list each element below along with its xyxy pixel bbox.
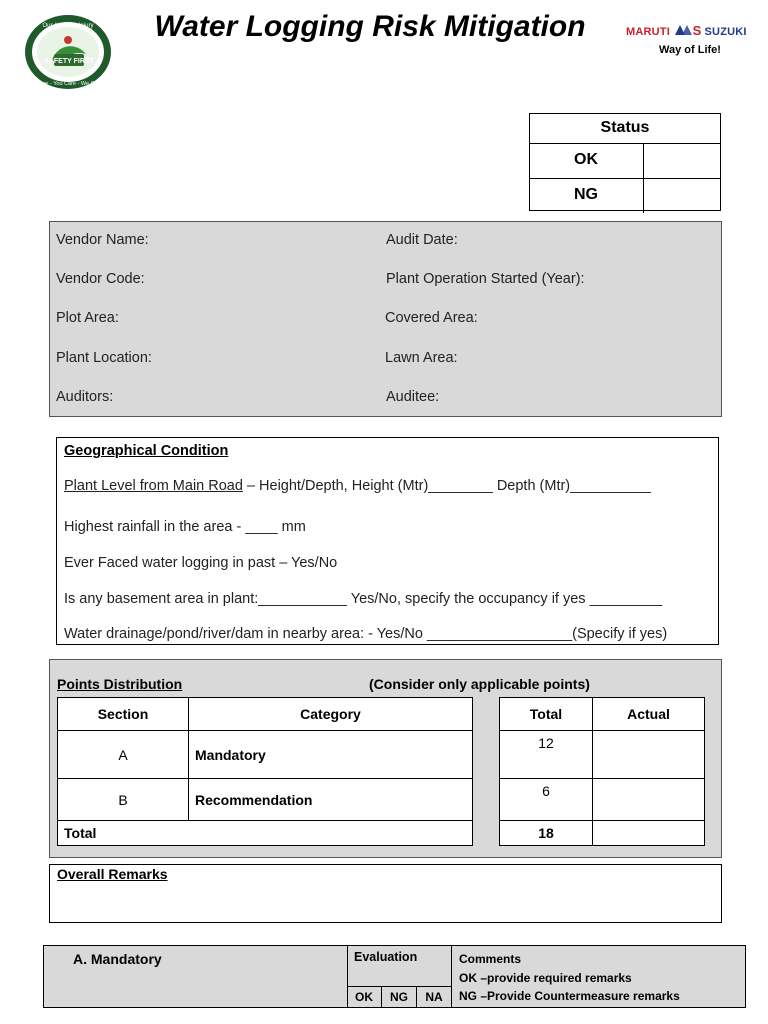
eval-col-ok: OK — [347, 987, 382, 1008]
vendor-info-section — [49, 221, 722, 417]
eval-col-na: NA — [425, 990, 443, 1004]
points-distribution-section — [49, 659, 722, 858]
evaluation-label: Evaluation — [354, 950, 418, 964]
audit-date-label: Audit Date: — [386, 232, 458, 248]
plant-level-label: Plant Level from Main Road — [64, 478, 243, 494]
table-row — [500, 779, 705, 821]
status-label: OK — [530, 144, 644, 178]
svg-text:SAFETY FIRST: SAFETY FIRST — [44, 58, 94, 65]
status-row-ok — [530, 144, 720, 179]
total-header: Total — [500, 698, 593, 731]
section-cell: A — [58, 731, 189, 779]
table-row — [500, 731, 705, 779]
brand-name-right: SUZUKI — [704, 26, 747, 38]
total-cell: 6 — [500, 779, 593, 821]
comments-ok-note: OK –provide required remarks — [459, 970, 632, 985]
covered-area-label: Covered Area: — [385, 310, 478, 326]
evaluation-subcolumns — [347, 986, 451, 1008]
total-row — [500, 821, 705, 846]
drainage-line: Water drainage/pond/river/dam in nearby area: - Yes/No __________________(Specify if yes) — [64, 626, 668, 642]
total-label: Total — [58, 821, 473, 846]
category-header: Category — [189, 698, 473, 731]
plant-location-label: Plant Location: — [56, 350, 152, 366]
category-cell: Recommendation — [189, 779, 473, 821]
points-note: (Consider only applicable points) — [369, 676, 590, 692]
geographical-condition-section — [56, 437, 719, 645]
rainfall-line: Highest rainfall in the area - ____ mm — [64, 519, 306, 535]
plot-area-label: Plot Area: — [56, 310, 119, 326]
geo-heading: Geographical Condition — [64, 443, 229, 459]
svg-text:I Care - You Care - We Care: I Care - You Care - We Care — [33, 81, 103, 87]
plant-level-rest: – Height/Depth, Height (Mtr)________ Depth (Mtr)__________ — [242, 478, 651, 494]
total-row — [58, 821, 473, 846]
water-logging-line: Ever Faced water logging in past – Yes/No — [64, 555, 338, 571]
svg-text:Our Aim - No Injury: Our Aim - No Injury — [42, 23, 94, 29]
lawn-area-label: Lawn Area: — [385, 350, 458, 366]
basement-line: Is any basement area in plant:___________ Yes/No, specify the occupancy if yes _________ — [64, 591, 663, 607]
page-title: Water Logging Risk Mitigation — [154, 10, 586, 43]
mandatory-title: A. Mandatory — [73, 951, 162, 967]
status-row-ng — [530, 179, 720, 213]
brand-name-left: MARUTI — [626, 26, 670, 38]
overall-remarks-label: Overall Remarks — [57, 866, 168, 882]
total-value: 18 — [500, 821, 593, 846]
comments-ng-note: NG –Provide Countermeasure remarks — [459, 989, 680, 1003]
status-label: NG — [530, 179, 644, 213]
plant-level-line — [64, 478, 651, 494]
points-category-table — [57, 697, 473, 846]
section-cell: B — [58, 779, 189, 821]
evaluation-cell — [347, 946, 452, 1007]
actual-header: Actual — [593, 698, 705, 731]
table-row — [58, 731, 473, 779]
actual-total-cell[interactable] — [593, 821, 705, 846]
vendor-name-label: Vendor Name: — [56, 232, 149, 248]
vendor-code-label: Vendor Code: — [56, 271, 145, 287]
mandatory-title-cell — [44, 946, 348, 1007]
mandatory-table-header — [43, 945, 746, 1008]
auditee-label: Auditee: — [386, 389, 440, 405]
table-row — [58, 779, 473, 821]
points-total-table — [499, 697, 705, 846]
category-cell: Mandatory — [189, 731, 473, 779]
svg-text:S: S — [692, 24, 702, 36]
plant-operation-label: Plant Operation Started (Year): — [386, 271, 585, 287]
comments-cell — [451, 946, 745, 1011]
overall-remarks-box[interactable] — [49, 864, 722, 923]
section-header: Section — [58, 698, 189, 731]
total-cell: 12 — [500, 731, 593, 779]
eval-col-ng: NG — [382, 987, 417, 1008]
brand-tagline: Way of Life! — [659, 44, 721, 56]
status-box — [529, 113, 721, 211]
status-title: Status — [530, 114, 720, 144]
actual-cell[interactable] — [593, 779, 705, 821]
points-title: Points Distribution — [57, 676, 183, 692]
actual-cell[interactable] — [593, 731, 705, 779]
comments-heading: Comments — [459, 952, 522, 966]
maruti-suzuki-brand-logo — [626, 24, 754, 68]
suzuki-s-icon — [673, 24, 701, 36]
auditors-label: Auditors: — [56, 389, 114, 405]
